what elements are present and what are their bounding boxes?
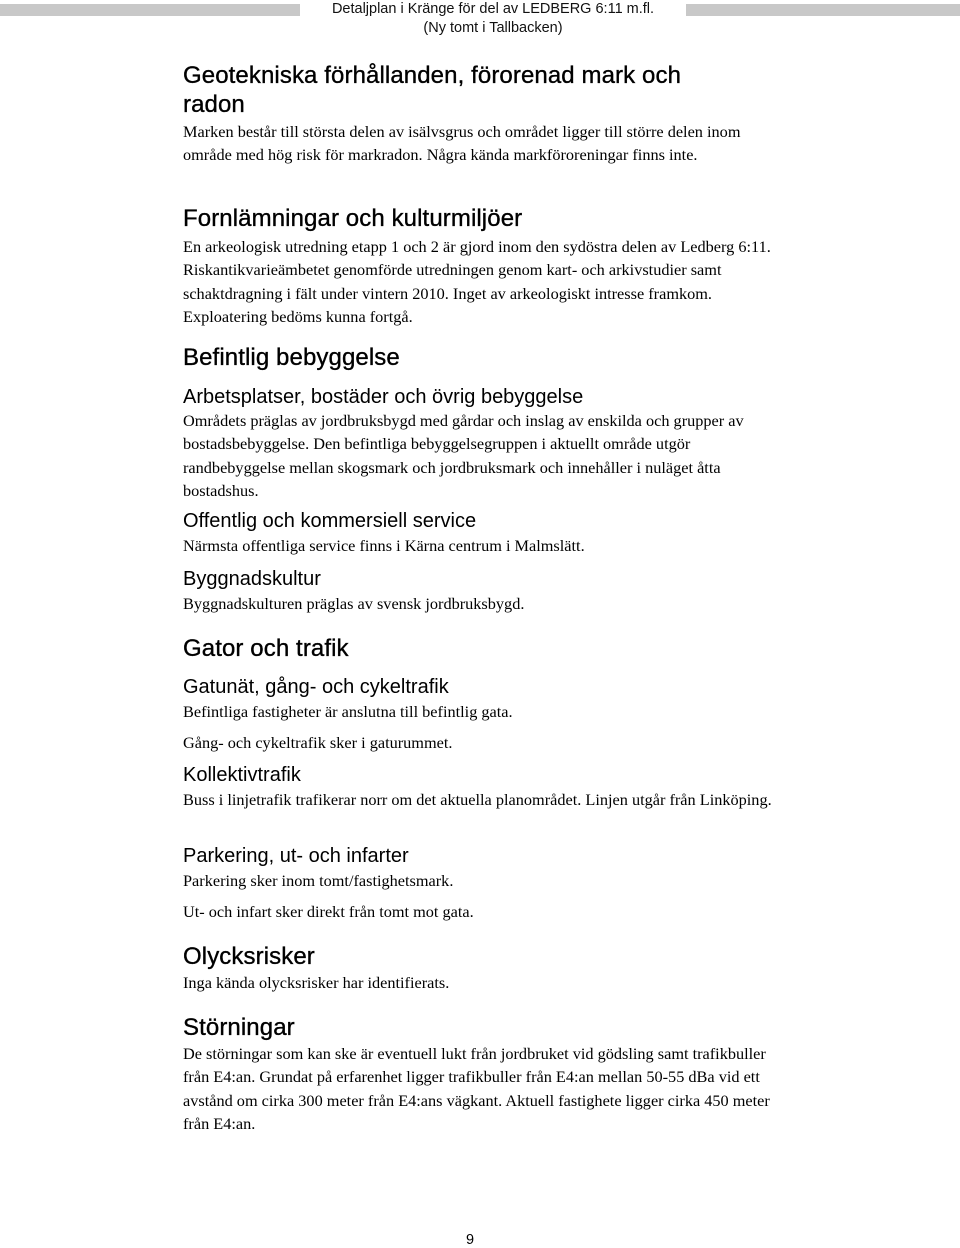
subheading-byggnadskultur: Byggnadskultur — [183, 568, 321, 590]
subheading-arbetsplatser: Arbetsplatser, bostäder och övrig bebyggelse — [183, 386, 584, 408]
heading-storningar: Störningar — [183, 1014, 295, 1041]
heading-olycksrisker: Olycksrisker — [183, 943, 315, 970]
paragraph-ut-infart: Ut- och infart sker direkt från tomt mot gata. — [183, 902, 474, 921]
heading-geotekniska-cont: radon — [183, 91, 245, 118]
running-header-subtitle: (Ny tomt i Tallbacken) — [423, 20, 563, 36]
running-header — [300, 0, 686, 38]
subheading-kollektivtrafik: Kollektivtrafik — [183, 764, 301, 786]
paragraph-gang-cykel: Gång- och cykeltrafik sker i gaturummet. — [183, 733, 453, 752]
paragraph-olycksrisker: Inga kända olycksrisker har identifierats. — [183, 973, 450, 992]
header-bar-left — [0, 4, 300, 16]
subheading-gatunat: Gatunät, gång- och cykeltrafik — [183, 676, 449, 698]
paragraph-offentlig-service: Närmsta offentliga service finns i Kärna centrum i Malmslätt. — [183, 536, 585, 555]
page-number: 9 — [465, 1232, 475, 1248]
paragraph-arbetsplatser: Områdets präglas av jordbruksbygd med gårdar och inslag av enskilda och grupper av bostadsbebyggelse. Den befintliga bebyggelsegruppen i aktuellt område utgör randbebyggelse mellan skogsmark och jordbruksmark och innehåller i nuläget åtta bostadshus. — [183, 411, 744, 500]
heading-gator-trafik: Gator och trafik — [183, 635, 349, 662]
heading-befintlig-bebyggelse: Befintlig bebyggelse — [183, 344, 400, 371]
header-bar-right — [686, 4, 960, 16]
paragraph-byggnadskultur: Byggnadskulturen präglas av svensk jordbruksbygd. — [183, 594, 525, 613]
paragraph-fornlamningar: En arkeologisk utredning etapp 1 och 2 är gjord inom den sydöstra delen av Ledberg 6:11. Riskantikvarieämbetet genomförde utredningen genom kart- och arkivstudier samt schaktdragning i fält under vintern 2010. Inget av arkeologiskt intresse framkom. Exploatering bedöms kunna fortgå. — [183, 237, 771, 326]
running-header-title: Detaljplan i Kränge för del av LEDBERG 6:11 m.fl. — [331, 1, 655, 17]
paragraph-parkering: Parkering sker inom tomt/fastighetsmark. — [183, 871, 454, 890]
paragraph-geotekniska: Marken består till största delen av isälvsgrus och området ligger till större delen inom område med hög risk för markradon. Några kända markföroreningar finns inte. — [183, 122, 741, 165]
heading-fornlamningar: Fornlämningar och kulturmiljöer — [183, 205, 523, 232]
heading-geotekniska: Geotekniska förhållanden, förorenad mark och — [183, 62, 682, 89]
paragraph-gatunat: Befintliga fastigheter är anslutna till befintlig gata. — [183, 702, 513, 721]
paragraph-storningar: De störningar som kan ske är eventuell lukt från jordbruket vid gödsling samt trafikbuller från E4:an. Grundat på erfarenhet ligger trafikbuller från E4:an mellan 50-55 dBa vid ett avstånd om cirka 300 meter från E4:ans vägkant. Aktuell fastighete ligger cirka 450 meter från E4:an. — [183, 1044, 770, 1133]
subheading-parkering: Parkering, ut- och infarter — [183, 845, 409, 867]
subheading-offentlig-service: Offentlig och kommersiell service — [183, 510, 477, 532]
paragraph-kollektivtrafik: Buss i linjetrafik trafikerar norr om det aktuella planområdet. Linjen utgår från Linköping. — [183, 790, 772, 809]
